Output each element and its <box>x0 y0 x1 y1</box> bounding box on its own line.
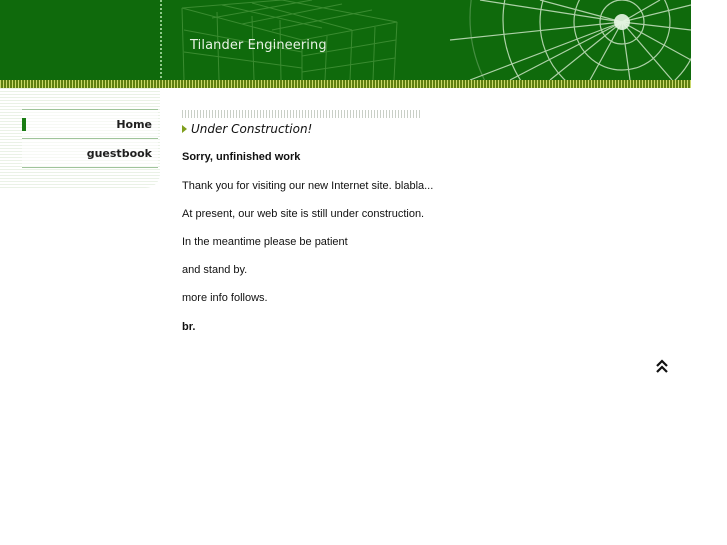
active-marker <box>22 118 26 131</box>
site-header <box>0 0 691 80</box>
paragraph: At present, our web site is still under construction. <box>182 208 425 220</box>
sidebar-item-label: Home <box>116 118 152 131</box>
header-stripe <box>0 80 691 88</box>
sidebar-item-guestbook[interactable] <box>22 138 158 168</box>
double-chevron-up-icon[interactable] <box>655 358 669 374</box>
paragraph: and stand by. <box>182 264 248 276</box>
paragraph-subtitle: Sorry, unfinished work <box>182 151 301 163</box>
paragraph: Thank you for visiting our new Internet site. blabla... <box>182 180 434 192</box>
main-content <box>182 110 682 333</box>
dotted-rule <box>182 110 420 118</box>
paragraph: more info follows. <box>182 292 268 304</box>
heading-row <box>182 122 682 138</box>
paragraph: In the meantime please be patient <box>182 236 348 248</box>
triangle-right-icon <box>182 125 187 133</box>
paragraph: br. <box>182 321 196 333</box>
page-title: Under Construction! <box>191 122 313 136</box>
sidebar-item-home[interactable] <box>22 109 158 138</box>
globe-graphic <box>440 0 691 80</box>
site-title: Tilander Engineering <box>190 38 327 53</box>
sidebar-nav <box>0 88 160 188</box>
sidebar-item-label: guestbook <box>86 147 152 160</box>
